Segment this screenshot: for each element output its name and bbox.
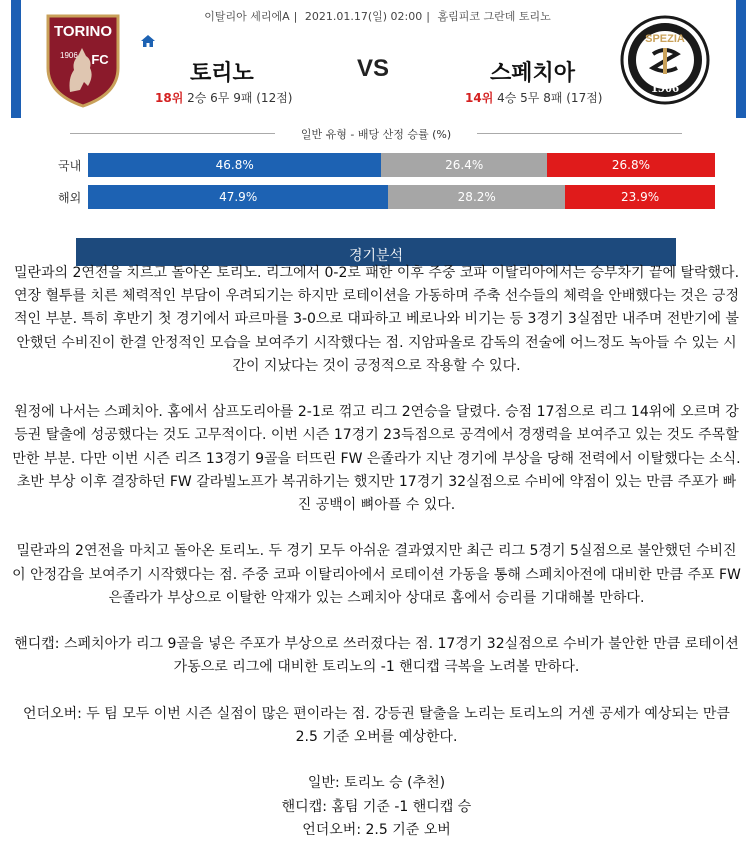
home-team-rank: 18위	[155, 91, 184, 105]
home-team-logo	[44, 12, 122, 108]
match-datetime: 2021.01.17(일) 02:00	[304, 10, 423, 23]
odds-home-segment: 46.8%	[88, 153, 381, 177]
odds-row-domestic	[0, 153, 755, 177]
odds-draw-segment: 28.2%	[388, 185, 565, 209]
home-icon[interactable]	[140, 34, 156, 48]
odds-bar	[88, 185, 715, 209]
home-team-name: 토리노	[190, 61, 254, 86]
odds-row-label: 국내	[58, 159, 82, 173]
odds-away-segment: 23.9%	[565, 185, 715, 209]
match-venue: 홈림피코 그란데 토리노	[437, 10, 551, 23]
pick-moneyline: 일반: 토리노 승 (추천)	[307, 775, 446, 792]
away-logo-text: SPEZIA	[645, 33, 685, 45]
analysis-header: 경기분석	[76, 238, 676, 266]
vs-label: VS	[357, 55, 390, 82]
league-name: 이탈리아 세리에A	[204, 10, 290, 23]
away-logo-year: 1906	[651, 81, 679, 96]
analysis-paragraph: 밀란과의 2연전을 치르고 돌아온 토리노. 리그에서 0-2로 패한 이후 주중 코파 이탈리아에서는 승부차기 끝에 탈락했다. 연장 혈투를 치른 체력적인 부담이 우려되기는 하지만 로테이션을 가동하며 주축 선수들의 체력을 안배했다는 것은 긍정적인 부분. 특히 후반기 첫 경기에서 파르마를 3-0으로 대파하고 베로나와 비기는 등 3경기 3실점만 내주며 전반기에 불안했던 수비진이 한결 안정적인 모습을 보여주기 시작했다는 점. 지암파올로 감독의 전술에 어느정도 녹아들 수 있는 시간이 지났다는 것이 긍정적으로 작용할 수 있다.	[13, 265, 740, 374]
away-team-logo	[620, 12, 710, 108]
away-team-rank: 14위	[465, 91, 494, 105]
analysis-paragraph: 밀란과의 2연전을 마치고 돌아온 토리노. 두 경기 모두 아쉬운 결과였지만 최근 리그 5경기 5실점으로 불안했던 수비진이 안정감을 보여주기 시작했다는 점. 주중 코파 이탈리아에서 로테이션 가동을 통해 스페치아전에 대비한 만큼 주포 FW 은졸라가 부상으로 이탈한 악재가 있는 스페치아 상대로 홈에서 승리를 기대해볼 만하다.	[12, 543, 741, 606]
analysis-paragraph: 원정에 나서는 스페치아. 홈에서 삼프도리아를 2-1로 꺾고 리그 2연승을 달렸다. 승점 17점으로 리그 14위에 오르며 강등권 탈출에 성공했다는 것도 고무적이다. 이번 시즌 17경기 23득점으로 공격에서 경쟁력을 보여주고 있는 것도 주목할 만한 부분. 다만 이번 시즌 리즈 13경기 9골을 터뜨린 FW 은졸라가 지난 경기에 부상을 당해 전력에서 이탈했다는 소식. 초반 부상 이후 결장하던 FW 갈라빌노프가 복귀하기는 했지만 17경기 32실점으로 수비에 약점이 있는 만큼 주포가 빠진 공백이 뼈아플 수 있다.	[12, 404, 741, 514]
analysis-paragraph: 핸디캡: 스페치아가 리그 9골을 넣은 주포가 부상으로 쓰러졌다는 점. 17경기 32실점으로 수비가 불안한 만큼 로테이션 가동으로 리그에 대비한 토리노의 -1 핸디캡 극복을 노려볼 만하다.	[14, 636, 739, 676]
pick-over-under: 언더오버: 2.5 기준 오버	[302, 821, 451, 838]
pick-handicap: 핸디캡: 홈팀 기준 -1 핸디캡 승	[281, 798, 472, 815]
odds-row-label: 해외	[58, 191, 82, 205]
odds-draw-segment: 26.4%	[381, 153, 547, 177]
away-team-stats: 4승 5무 8패 (17점)	[497, 91, 603, 105]
analysis-paragraph: 언더오버: 두 팀 모두 이번 시즌 실점이 많은 편이라는 점. 강등권 탈출을 노리는 토리노의 거센 공세가 예상되는 만큼 2.5 기준 오버를 예상한다.	[23, 705, 730, 745]
analysis-body	[12, 262, 741, 842]
odds-home-segment: 47.9%	[88, 185, 388, 209]
odds-row-overseas	[0, 185, 755, 209]
odds-bar	[88, 153, 715, 177]
odds-section-title: 일반 유형 - 배당 산정 승률 (%)	[70, 126, 682, 142]
prediction-picks	[12, 772, 741, 842]
home-team-record	[155, 89, 292, 106]
home-logo-text: TORINO	[53, 23, 113, 40]
home-team-stats: 2승 6무 9패 (12점)	[187, 91, 293, 105]
home-logo-fc: FC	[91, 52, 109, 67]
odds-away-segment: 26.8%	[547, 153, 715, 177]
match-info-line: 이탈리아 세리에A | 2021.01.17(일) 02:00 | 홈림피코 그란데 토리노	[204, 10, 551, 23]
away-team-record	[465, 89, 602, 106]
home-logo-year: 1906	[60, 51, 78, 60]
away-team-name: 스페치아	[490, 61, 576, 86]
